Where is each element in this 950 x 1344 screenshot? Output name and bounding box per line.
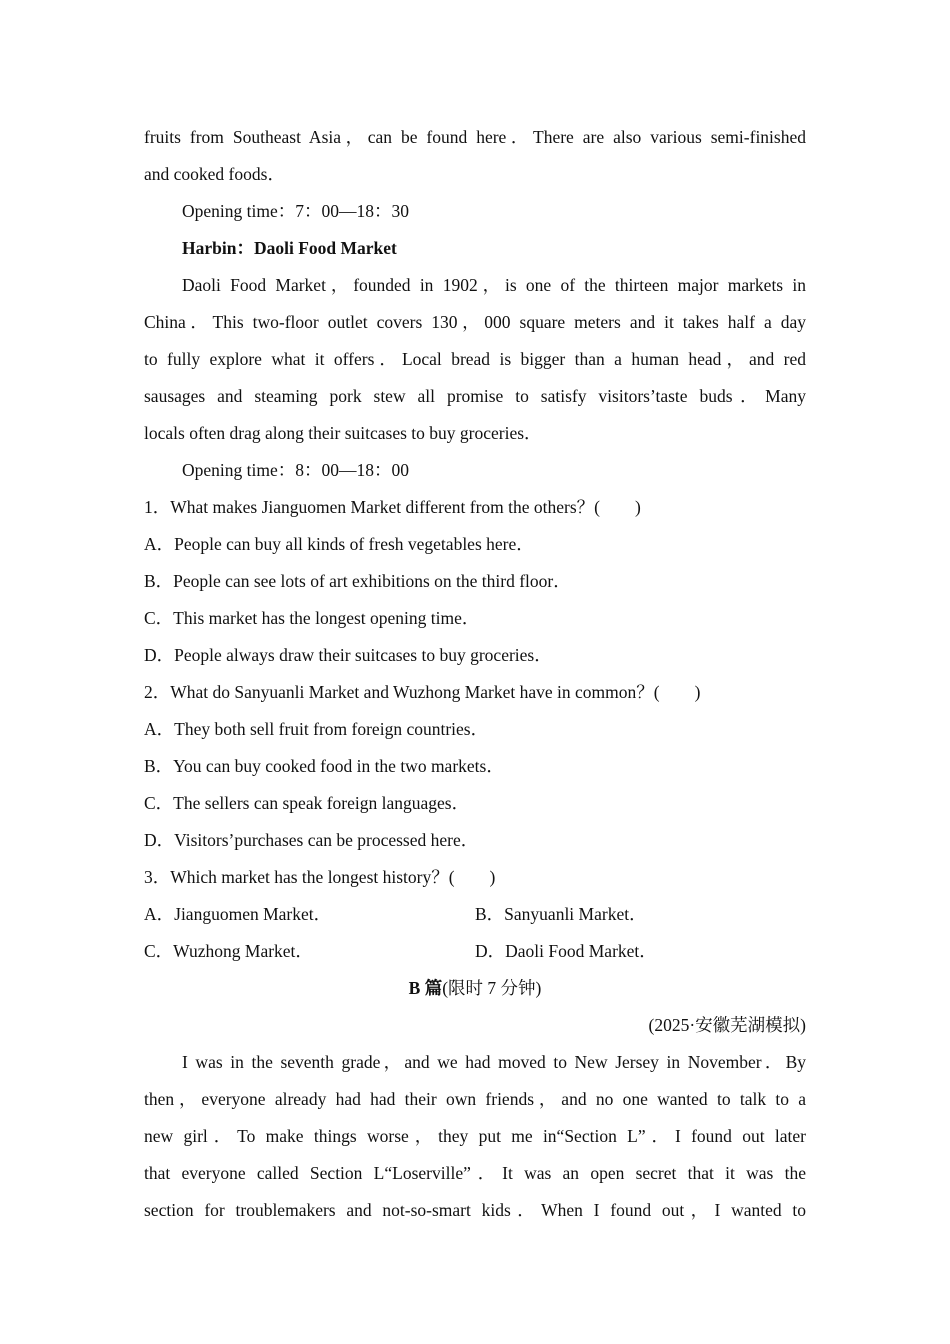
paragraph-line: that everyone called Section L“Loserville”．It was an open secret that it was the (144, 1163, 806, 1183)
document-page (144, 119, 806, 1229)
question-3-stem: 3．Which market has the longest history？( ) (144, 867, 496, 887)
paragraph-line: Daoli Food Market，founded in 1902，is one of the thirteen major markets in (182, 275, 806, 295)
question-2-option-b: B．You can buy cooked food in the two markets． (144, 756, 504, 776)
section-b-title-bold: B 篇 (408, 978, 443, 998)
question-3-option-b: B．Sanyuanli Market． (475, 904, 647, 924)
question-1-option-b: B．People can see lots of art exhibitions on the third floor． (144, 571, 571, 591)
section-b-time-limit: (限时 7 分钟) (442, 978, 542, 998)
question-3-option-d: D．Daoli Food Market． (475, 941, 657, 961)
question-3-options-row-1 (144, 896, 806, 933)
paragraph-line: to fully explore what it offers．Local bread is bigger than a human head，and red (144, 349, 806, 369)
section-b-source: (2025·安徽芜湖模拟) (648, 1015, 806, 1035)
question-3-options-row-2 (144, 933, 806, 970)
paragraph-line: I was in the seventh grade，and we had moved to New Jersey in November．By (182, 1052, 806, 1072)
question-1-option-a: A．People can buy all kinds of fresh vegetables here． (144, 534, 534, 554)
opening-time-jianguomen: Opening time：7：00—18：30 (182, 201, 409, 221)
paragraph-line: section for troublemakers and not-so-smart kids．When I found out，I wanted to (144, 1200, 806, 1220)
question-1-stem: 1．What makes Jianguomen Market different from the others？( ) (144, 497, 641, 517)
paragraph-line: and cooked foods． (144, 164, 285, 184)
paragraph-line: locals often drag along their suitcases to buy groceries． (144, 423, 542, 443)
question-2-option-a: A．They both sell fruit from foreign countries． (144, 719, 489, 739)
paragraph-line: fruits from Southeast Asia，can be found here．There are also various semi-finished (144, 127, 806, 147)
market-heading-harbin: Harbin：Daoli Food Market (182, 238, 397, 258)
question-2-option-c: C．The sellers can speak foreign languages． (144, 793, 470, 813)
question-1-option-c: C．This market has the longest opening time． (144, 608, 480, 628)
paragraph-line: China．This two-floor outlet covers 130，000 square meters and it takes half a day (144, 312, 806, 332)
paragraph-line: sausages and steaming pork stew all promise to satisfy visitors’taste buds．Many (144, 386, 806, 406)
question-2-option-d: D．Visitors’purchases can be processed here． (144, 830, 479, 850)
question-2-stem: 2．What do Sanyuanli Market and Wuzhong Market have in common？( ) (144, 682, 701, 702)
section-b-title (144, 970, 806, 1007)
question-3-option-c: C．Wuzhong Market． (144, 941, 313, 961)
paragraph-line: then，everyone already had had their own friends，and no one wanted to talk to a (144, 1089, 806, 1109)
opening-time-daoli: Opening time：8：00—18：00 (182, 460, 409, 480)
paragraph-line: new girl．To make things worse，they put me in“Section L”．I found out later (144, 1126, 806, 1146)
question-1-option-d: D．People always draw their suitcases to buy groceries． (144, 645, 552, 665)
question-3-option-a: A．Jianguomen Market． (144, 904, 332, 924)
